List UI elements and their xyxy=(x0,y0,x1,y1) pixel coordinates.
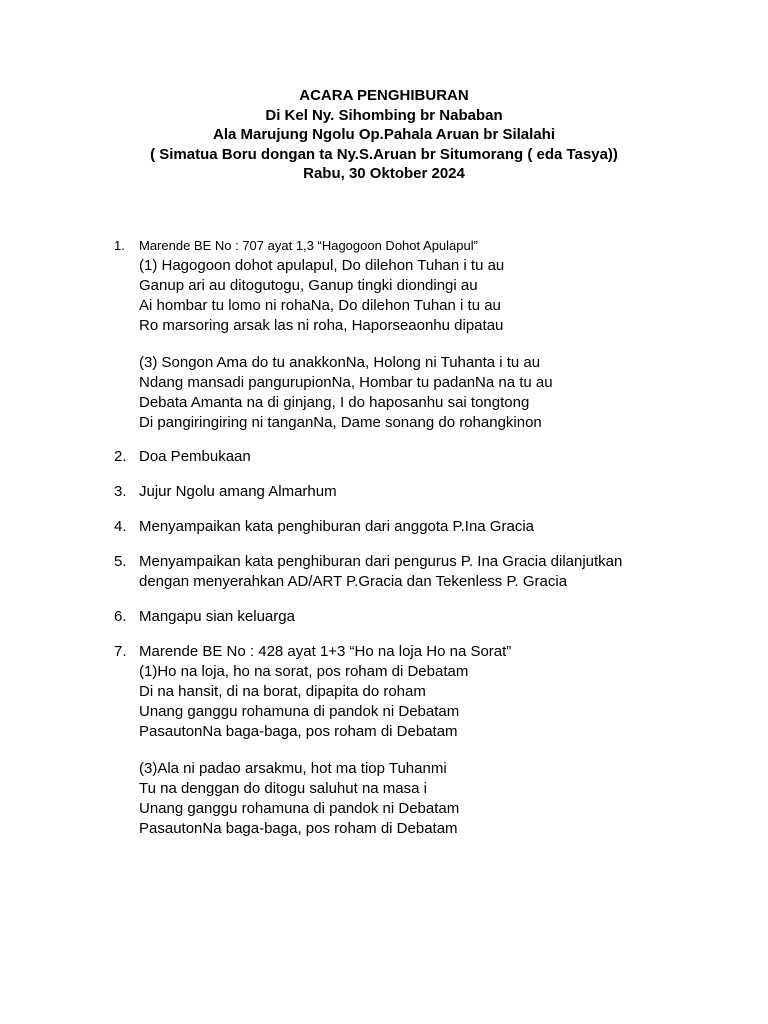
agenda-list xyxy=(0,236,768,839)
verse-line: Unang ganggu rohamuna di pandok ni Debatam xyxy=(139,800,460,817)
verse-line: PasautonNa baga-baga, pos roham di Debatam xyxy=(139,820,458,837)
verse-line: Di na hansit, di na borat, dipapita do roham xyxy=(139,683,426,700)
item-number: 7. xyxy=(114,643,127,660)
agenda-item-7 xyxy=(0,642,768,839)
header-date: Rabu, 30 Oktober 2024 xyxy=(303,165,465,182)
verse-line: Ndang mansadi pangurupionNa, Hombar tu padanNa na tu au xyxy=(139,374,553,391)
header-deceased: Ala Marujung Ngolu Op.Pahala Aruan br Silalahi xyxy=(213,126,555,143)
verse-line: PasautonNa baga-baga, pos roham di Debatam xyxy=(139,723,458,740)
verse-line: (3)Ala ni padao arsakmu, hot ma tiop Tuhanmi xyxy=(139,760,447,777)
hymn-verse-1 xyxy=(139,256,768,336)
item-title: Marende BE No : 707 ayat 1,3 “Hagogoon Dohot Apulapul” xyxy=(139,238,478,253)
item-title-continued: dengan menyerahkan AD/ART P.Gracia dan Tekenless P. Gracia xyxy=(139,573,568,590)
item-number: 2. xyxy=(114,448,127,465)
agenda-item-5 xyxy=(0,552,768,592)
agenda-item-3 xyxy=(0,482,768,502)
item-number: 6. xyxy=(114,608,127,625)
hymn-verse-3 xyxy=(139,353,768,433)
document-header xyxy=(0,86,768,184)
verse-line: Ai hombar tu lomo ni rohaNa, Do dilehon Tuhan i tu au xyxy=(139,297,501,314)
verse-line: Ganup ari au ditogutogu, Ganup tingki diondingi au xyxy=(139,277,478,294)
item-number: 5. xyxy=(114,553,127,570)
header-family: Di Kel Ny. Sihombing br Nababan xyxy=(265,106,503,124)
header-title: ACARA PENGHIBURAN xyxy=(299,87,469,104)
item-number: 4. xyxy=(114,518,127,535)
item-title: Marende BE No : 428 ayat 1+3 “Ho na loja Ho na Sorat” xyxy=(139,643,512,660)
header-relation: ( Simatua Boru dongan ta Ny.S.Aruan br Situmorang ( eda Tasya)) xyxy=(150,145,618,163)
item-title: Doa Pembukaan xyxy=(139,448,251,465)
verse-line: Tu na denggan do ditogu saluhut na masa i xyxy=(139,780,427,797)
item-title: Menyampaikan kata penghiburan dari pengurus P. Ina Gracia dilanjutkan xyxy=(139,553,623,570)
verse-line: (1)Ho na loja, ho na sorat, pos roham di Debatam xyxy=(139,663,469,680)
item-title: Mangapu sian keluarga xyxy=(139,608,295,625)
item-title: Menyampaikan kata penghiburan dari anggota P.Ina Gracia xyxy=(139,518,534,535)
agenda-item-2 xyxy=(0,447,768,467)
verse-line: Ro marsoring arsak las ni roha, Haporseaonhu dipatau xyxy=(139,317,504,334)
verse-line: Unang ganggu rohamuna di pandok ni Debatam xyxy=(139,703,460,720)
hymn-verse-1 xyxy=(139,662,768,742)
item-title: Jujur Ngolu amang Almarhum xyxy=(139,483,337,500)
verse-line: Di pangiringiring ni tanganNa, Dame sonang do rohangkinon xyxy=(139,414,542,431)
agenda-item-6 xyxy=(0,607,768,627)
agenda-item-4 xyxy=(0,517,768,537)
verse-line: (1) Hagogoon dohot apulapul, Do dilehon Tuhan i tu au xyxy=(139,257,505,274)
hymn-verse-3 xyxy=(139,759,768,839)
verse-line: Debata Amanta na di ginjang, I do haposanhu sai tongtong xyxy=(139,394,530,411)
item-number: 1. xyxy=(114,238,125,253)
agenda-item-1 xyxy=(0,236,768,433)
item-number: 3. xyxy=(114,483,127,500)
verse-line: (3) Songon Ama do tu anakkonNa, Holong ni Tuhanta i tu au xyxy=(139,354,541,371)
